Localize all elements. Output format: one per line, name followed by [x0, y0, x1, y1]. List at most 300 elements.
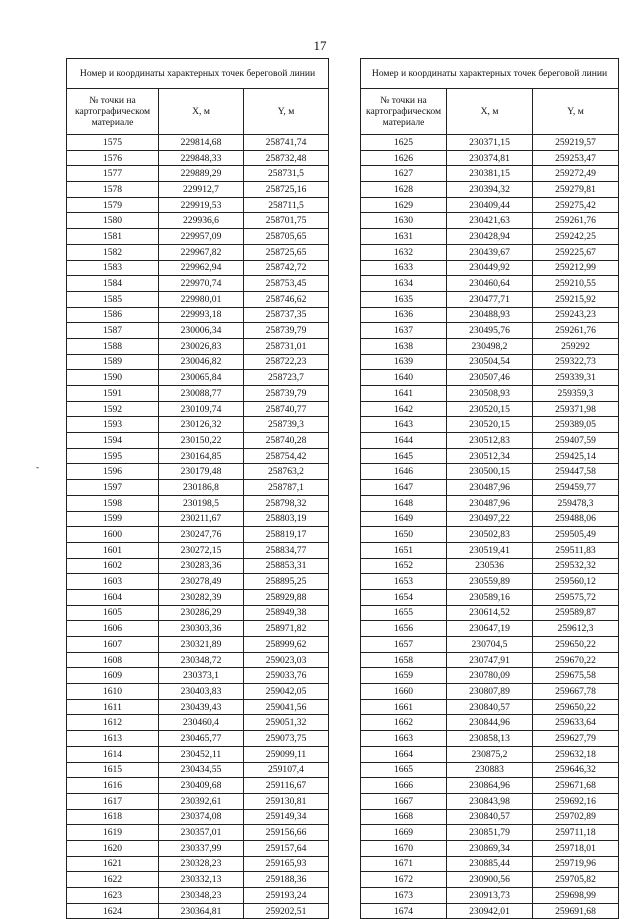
point-number-cell: 1578 — [67, 182, 159, 198]
table-row — [361, 182, 619, 198]
y-coordinate-cell: 259505,49 — [533, 527, 619, 543]
table-row — [361, 291, 619, 307]
point-number-cell: 1632 — [361, 244, 447, 260]
point-number-cell: 1670 — [361, 840, 447, 856]
y-coordinate-cell: 259212,99 — [533, 260, 619, 276]
table-row — [67, 276, 329, 292]
x-coordinate-cell: 230409,44 — [447, 197, 533, 213]
point-number-cell: 1636 — [361, 307, 447, 323]
y-coordinate-cell: 259253,47 — [533, 150, 619, 166]
point-number-cell: 1662 — [361, 715, 447, 731]
point-number-cell: 1576 — [67, 150, 159, 166]
y-coordinate-cell: 259051,32 — [244, 715, 329, 731]
point-number-cell: 1607 — [67, 637, 159, 653]
table-row — [67, 182, 329, 198]
y-coordinate-cell: 258853,31 — [244, 558, 329, 574]
point-number-cell: 1606 — [67, 621, 159, 637]
point-number-cell: 1639 — [361, 354, 447, 370]
point-number-cell: 1613 — [67, 731, 159, 747]
y-coordinate-cell: 259447,58 — [533, 464, 619, 480]
x-coordinate-cell: 230439,43 — [159, 699, 244, 715]
point-number-cell: 1648 — [361, 495, 447, 511]
y-coordinate-cell: 259165,93 — [244, 856, 329, 872]
table-row — [361, 511, 619, 527]
x-coordinate-cell: 230477,71 — [447, 291, 533, 307]
point-number-cell: 1645 — [361, 448, 447, 464]
table-row — [361, 621, 619, 637]
point-number-cell: 1584 — [67, 276, 159, 292]
stray-mark: - — [36, 462, 39, 472]
x-coordinate-cell: 230913,73 — [447, 888, 533, 904]
table-row — [361, 527, 619, 543]
point-number-cell: 1630 — [361, 213, 447, 229]
x-coordinate-cell: 230704,5 — [447, 637, 533, 653]
point-number-cell: 1638 — [361, 338, 447, 354]
table-row — [361, 386, 619, 402]
point-number-cell: 1620 — [67, 840, 159, 856]
y-coordinate-cell: 258740,28 — [244, 433, 329, 449]
point-number-cell: 1634 — [361, 276, 447, 292]
x-coordinate-cell: 230465,77 — [159, 731, 244, 747]
table-row — [67, 668, 329, 684]
point-number-cell: 1643 — [361, 417, 447, 433]
y-coordinate-cell: 258819,17 — [244, 527, 329, 543]
x-coordinate-cell: 230373,1 — [159, 668, 244, 684]
point-number-cell: 1587 — [67, 323, 159, 339]
table-row — [67, 872, 329, 888]
point-number-cell: 1610 — [67, 684, 159, 700]
x-coordinate-cell: 230840,57 — [447, 699, 533, 715]
x-coordinate-cell: 230088,77 — [159, 386, 244, 402]
x-coordinate-cell: 230504,54 — [447, 354, 533, 370]
table-row — [67, 291, 329, 307]
table-row — [361, 652, 619, 668]
point-number-cell: 1657 — [361, 637, 447, 653]
table-row — [67, 464, 329, 480]
page-number: 17 — [313, 38, 327, 53]
point-number-cell: 1595 — [67, 448, 159, 464]
point-number-cell: 1599 — [67, 511, 159, 527]
y-coordinate-cell: 259718,01 — [533, 840, 619, 856]
table-row — [67, 746, 329, 762]
y-coordinate-cell: 258737,35 — [244, 307, 329, 323]
y-coordinate-cell: 258731,01 — [244, 338, 329, 354]
x-coordinate-cell: 230026,83 — [159, 338, 244, 354]
table-row — [67, 637, 329, 653]
column-header-x: X, м — [159, 89, 244, 135]
y-coordinate-cell: 259292 — [533, 338, 619, 354]
x-coordinate-cell: 230844,96 — [447, 715, 533, 731]
x-coordinate-cell: 230497,22 — [447, 511, 533, 527]
x-coordinate-cell: 230394,32 — [447, 182, 533, 198]
x-coordinate-cell: 230278,49 — [159, 574, 244, 590]
y-coordinate-cell: 259532,32 — [533, 558, 619, 574]
x-coordinate-cell: 230520,15 — [447, 401, 533, 417]
point-number-cell: 1667 — [361, 793, 447, 809]
y-coordinate-cell: 259650,22 — [533, 699, 619, 715]
table-row — [67, 307, 329, 323]
table-row — [67, 621, 329, 637]
x-coordinate-cell: 229980,01 — [159, 291, 244, 307]
y-coordinate-cell: 258705,65 — [244, 229, 329, 245]
point-number-cell: 1651 — [361, 542, 447, 558]
x-coordinate-cell: 230332,13 — [159, 872, 244, 888]
point-number-cell: 1622 — [67, 872, 159, 888]
x-coordinate-cell: 230186,8 — [159, 480, 244, 496]
y-coordinate-cell: 259612,3 — [533, 621, 619, 637]
y-coordinate-cell: 259632,18 — [533, 746, 619, 762]
y-coordinate-cell: 259425,14 — [533, 448, 619, 464]
table-row — [361, 213, 619, 229]
y-coordinate-cell: 258929,88 — [244, 589, 329, 605]
x-coordinate-cell: 230807,89 — [447, 684, 533, 700]
table-row — [67, 856, 329, 872]
table-row — [361, 589, 619, 605]
table-row — [361, 401, 619, 417]
table-row — [361, 574, 619, 590]
x-coordinate-cell: 230357,01 — [159, 825, 244, 841]
y-coordinate-cell: 258711,5 — [244, 197, 329, 213]
x-coordinate-cell: 230247,76 — [159, 527, 244, 543]
y-coordinate-cell: 258895,25 — [244, 574, 329, 590]
y-coordinate-cell: 259478,3 — [533, 495, 619, 511]
point-number-cell: 1666 — [361, 778, 447, 794]
y-coordinate-cell: 258739,79 — [244, 386, 329, 402]
y-coordinate-cell: 259389,05 — [533, 417, 619, 433]
y-coordinate-cell: 259210,55 — [533, 276, 619, 292]
x-coordinate-cell: 230512,83 — [447, 433, 533, 449]
y-coordinate-cell: 259188,36 — [244, 872, 329, 888]
x-coordinate-cell: 230502,83 — [447, 527, 533, 543]
y-coordinate-cell: 258739,3 — [244, 417, 329, 433]
point-number-cell: 1621 — [67, 856, 159, 872]
table-row — [361, 793, 619, 809]
x-coordinate-cell: 230065,84 — [159, 370, 244, 386]
point-number-cell: 1628 — [361, 182, 447, 198]
point-number-cell: 1602 — [67, 558, 159, 574]
table-row — [67, 417, 329, 433]
point-number-cell: 1586 — [67, 307, 159, 323]
y-coordinate-cell: 258834,77 — [244, 542, 329, 558]
y-coordinate-cell: 259193,24 — [244, 888, 329, 904]
y-coordinate-cell: 258741,74 — [244, 135, 329, 151]
x-coordinate-cell: 230421,63 — [447, 213, 533, 229]
x-coordinate-cell: 230150,22 — [159, 433, 244, 449]
point-number-cell: 1673 — [361, 888, 447, 904]
x-coordinate-cell: 230488,93 — [447, 307, 533, 323]
y-coordinate-cell: 258754,42 — [244, 448, 329, 464]
y-coordinate-cell: 259698,99 — [533, 888, 619, 904]
table-row — [67, 684, 329, 700]
table-row — [67, 888, 329, 904]
x-coordinate-cell: 230858,13 — [447, 731, 533, 747]
table-row — [67, 354, 329, 370]
x-coordinate-cell: 229919,53 — [159, 197, 244, 213]
y-coordinate-cell: 259359,3 — [533, 386, 619, 402]
point-number-cell: 1594 — [67, 433, 159, 449]
point-number-cell: 1672 — [361, 872, 447, 888]
point-number-cell: 1647 — [361, 480, 447, 496]
x-coordinate-cell: 230942,01 — [447, 903, 533, 919]
x-coordinate-cell: 229993,18 — [159, 307, 244, 323]
x-coordinate-cell: 229970,74 — [159, 276, 244, 292]
table-row — [361, 637, 619, 653]
point-number-cell: 1603 — [67, 574, 159, 590]
y-coordinate-cell: 259202,51 — [244, 903, 329, 919]
point-number-cell: 1582 — [67, 244, 159, 260]
y-coordinate-cell: 259073,75 — [244, 731, 329, 747]
table-row — [67, 574, 329, 590]
table-row — [67, 229, 329, 245]
point-number-cell: 1611 — [67, 699, 159, 715]
table-row — [361, 731, 619, 747]
table-row — [361, 668, 619, 684]
point-number-cell: 1585 — [67, 291, 159, 307]
table-row — [361, 433, 619, 449]
table-row — [67, 542, 329, 558]
y-coordinate-cell: 259033,76 — [244, 668, 329, 684]
y-coordinate-cell: 259702,89 — [533, 809, 619, 825]
y-coordinate-cell: 259116,67 — [244, 778, 329, 794]
x-coordinate-cell: 230409,68 — [159, 778, 244, 794]
column-header-point: № точки на картографическом материале — [67, 89, 159, 135]
x-coordinate-cell: 230780,09 — [447, 668, 533, 684]
x-coordinate-cell: 230747,91 — [447, 652, 533, 668]
point-number-cell: 1644 — [361, 433, 447, 449]
y-coordinate-cell: 259627,79 — [533, 731, 619, 747]
point-number-cell: 1612 — [67, 715, 159, 731]
x-coordinate-cell: 230520,15 — [447, 417, 533, 433]
x-coordinate-cell: 230164,85 — [159, 448, 244, 464]
point-number-cell: 1663 — [361, 731, 447, 747]
table-row — [361, 542, 619, 558]
x-coordinate-cell: 229912,7 — [159, 182, 244, 198]
y-coordinate-cell: 258742,72 — [244, 260, 329, 276]
point-number-cell: 1577 — [67, 166, 159, 182]
point-number-cell: 1650 — [361, 527, 447, 543]
table-row — [67, 323, 329, 339]
y-coordinate-cell: 259488,06 — [533, 511, 619, 527]
y-coordinate-cell: 259711,18 — [533, 825, 619, 841]
table-row — [361, 480, 619, 496]
table-title: Номер и координаты характерных точек береговой линии — [361, 59, 619, 89]
table-row — [361, 715, 619, 731]
x-coordinate-cell: 230364,81 — [159, 903, 244, 919]
table-row — [361, 840, 619, 856]
y-coordinate-cell: 259261,76 — [533, 323, 619, 339]
column-header-y: Y, м — [533, 89, 619, 135]
y-coordinate-cell: 259371,98 — [533, 401, 619, 417]
x-coordinate-cell: 230512,34 — [447, 448, 533, 464]
x-coordinate-cell: 230198,5 — [159, 495, 244, 511]
point-number-cell: 1655 — [361, 605, 447, 621]
table-row — [67, 589, 329, 605]
column-header-y: Y, м — [244, 89, 329, 135]
x-coordinate-cell: 230403,83 — [159, 684, 244, 700]
y-coordinate-cell: 259107,4 — [244, 762, 329, 778]
y-coordinate-cell: 259130,81 — [244, 793, 329, 809]
y-coordinate-cell: 258971,82 — [244, 621, 329, 637]
point-number-cell: 1615 — [67, 762, 159, 778]
y-coordinate-cell: 259675,58 — [533, 668, 619, 684]
x-coordinate-cell: 230321,89 — [159, 637, 244, 653]
x-coordinate-cell: 230487,96 — [447, 480, 533, 496]
x-coordinate-cell: 230272,15 — [159, 542, 244, 558]
point-number-cell: 1593 — [67, 417, 159, 433]
x-coordinate-cell: 230449,92 — [447, 260, 533, 276]
table-row — [361, 856, 619, 872]
x-coordinate-cell: 230282,39 — [159, 589, 244, 605]
point-number-cell: 1641 — [361, 386, 447, 402]
y-coordinate-cell: 259279,81 — [533, 182, 619, 198]
table-row — [67, 166, 329, 182]
table-row — [361, 746, 619, 762]
y-coordinate-cell: 258723,7 — [244, 370, 329, 386]
table-row — [67, 244, 329, 260]
y-coordinate-cell: 258798,32 — [244, 495, 329, 511]
x-coordinate-cell: 230647,19 — [447, 621, 533, 637]
point-number-cell: 1631 — [361, 229, 447, 245]
y-coordinate-cell: 259650,22 — [533, 637, 619, 653]
table-row — [67, 338, 329, 354]
x-coordinate-cell: 229889,29 — [159, 166, 244, 182]
y-coordinate-cell: 259225,67 — [533, 244, 619, 260]
table-row — [361, 888, 619, 904]
point-number-cell: 1616 — [67, 778, 159, 794]
table-row — [361, 448, 619, 464]
table-row — [361, 260, 619, 276]
table-row — [67, 370, 329, 386]
table-row — [67, 386, 329, 402]
point-number-cell: 1658 — [361, 652, 447, 668]
point-number-cell: 1660 — [361, 684, 447, 700]
table-row — [361, 229, 619, 245]
table-row — [361, 307, 619, 323]
table-row — [361, 276, 619, 292]
x-coordinate-cell: 229962,94 — [159, 260, 244, 276]
x-coordinate-cell: 229967,82 — [159, 244, 244, 260]
x-coordinate-cell: 230126,32 — [159, 417, 244, 433]
table-row — [67, 213, 329, 229]
coordinates-table-left — [66, 58, 329, 919]
x-coordinate-cell: 230392,61 — [159, 793, 244, 809]
table-row — [67, 197, 329, 213]
table-row — [361, 778, 619, 794]
y-coordinate-cell: 258725,16 — [244, 182, 329, 198]
x-coordinate-cell: 230900,56 — [447, 872, 533, 888]
point-number-cell: 1642 — [361, 401, 447, 417]
point-number-cell: 1601 — [67, 542, 159, 558]
x-coordinate-cell: 230460,64 — [447, 276, 533, 292]
point-number-cell: 1588 — [67, 338, 159, 354]
table-row — [361, 370, 619, 386]
table-row — [67, 150, 329, 166]
y-coordinate-cell: 258803,19 — [244, 511, 329, 527]
table-row — [361, 762, 619, 778]
y-coordinate-cell: 259691,68 — [533, 903, 619, 919]
point-number-cell: 1598 — [67, 495, 159, 511]
y-coordinate-cell: 258746,62 — [244, 291, 329, 307]
x-coordinate-cell: 230864,96 — [447, 778, 533, 794]
y-coordinate-cell: 258740,77 — [244, 401, 329, 417]
point-number-cell: 1626 — [361, 150, 447, 166]
x-coordinate-cell: 230452,11 — [159, 746, 244, 762]
point-number-cell: 1659 — [361, 668, 447, 684]
x-coordinate-cell: 230428,94 — [447, 229, 533, 245]
x-coordinate-cell: 230508,93 — [447, 386, 533, 402]
x-coordinate-cell: 230500,15 — [447, 464, 533, 480]
table-row — [67, 401, 329, 417]
y-coordinate-cell: 259719,96 — [533, 856, 619, 872]
x-coordinate-cell: 230614,52 — [447, 605, 533, 621]
point-number-cell: 1664 — [361, 746, 447, 762]
table-title: Номер и координаты характерных точек береговой линии — [67, 59, 329, 89]
table-row — [361, 150, 619, 166]
table-row — [361, 464, 619, 480]
point-number-cell: 1637 — [361, 323, 447, 339]
x-coordinate-cell: 230328,23 — [159, 856, 244, 872]
x-coordinate-cell: 230536 — [447, 558, 533, 574]
column-header-x: X, м — [447, 89, 533, 135]
point-number-cell: 1605 — [67, 605, 159, 621]
y-coordinate-cell: 259261,76 — [533, 213, 619, 229]
table-row — [67, 793, 329, 809]
point-number-cell: 1589 — [67, 354, 159, 370]
point-number-cell: 1580 — [67, 213, 159, 229]
y-coordinate-cell: 258732,48 — [244, 150, 329, 166]
y-coordinate-cell: 259041,56 — [244, 699, 329, 715]
point-number-cell: 1656 — [361, 621, 447, 637]
point-number-cell: 1635 — [361, 291, 447, 307]
x-coordinate-cell: 230211,67 — [159, 511, 244, 527]
y-coordinate-cell: 259407,59 — [533, 433, 619, 449]
y-coordinate-cell: 259459,77 — [533, 480, 619, 496]
point-number-cell: 1583 — [67, 260, 159, 276]
point-number-cell: 1575 — [67, 135, 159, 151]
point-number-cell: 1671 — [361, 856, 447, 872]
y-coordinate-cell: 259671,68 — [533, 778, 619, 794]
point-number-cell: 1614 — [67, 746, 159, 762]
table-row — [361, 699, 619, 715]
table-row — [361, 338, 619, 354]
table-row — [361, 903, 619, 919]
coordinates-table-right — [360, 58, 619, 919]
point-number-cell: 1661 — [361, 699, 447, 715]
y-coordinate-cell: 259243,23 — [533, 307, 619, 323]
table-row — [67, 448, 329, 464]
x-coordinate-cell: 229814,68 — [159, 135, 244, 151]
x-coordinate-cell: 230869,34 — [447, 840, 533, 856]
point-number-cell: 1624 — [67, 903, 159, 919]
x-coordinate-cell: 230303,36 — [159, 621, 244, 637]
y-coordinate-cell: 259670,22 — [533, 652, 619, 668]
y-coordinate-cell: 258722,23 — [244, 354, 329, 370]
x-coordinate-cell: 230179,48 — [159, 464, 244, 480]
x-coordinate-cell: 230374,81 — [447, 150, 533, 166]
x-coordinate-cell: 230851,79 — [447, 825, 533, 841]
point-number-cell: 1668 — [361, 809, 447, 825]
table-row — [67, 480, 329, 496]
y-coordinate-cell: 259242,25 — [533, 229, 619, 245]
table-row — [361, 354, 619, 370]
x-coordinate-cell: 229848,33 — [159, 150, 244, 166]
point-number-cell: 1617 — [67, 793, 159, 809]
x-coordinate-cell: 230875,2 — [447, 746, 533, 762]
table-row — [361, 244, 619, 260]
y-coordinate-cell: 259511,83 — [533, 542, 619, 558]
x-coordinate-cell: 230507,46 — [447, 370, 533, 386]
table-row — [67, 731, 329, 747]
